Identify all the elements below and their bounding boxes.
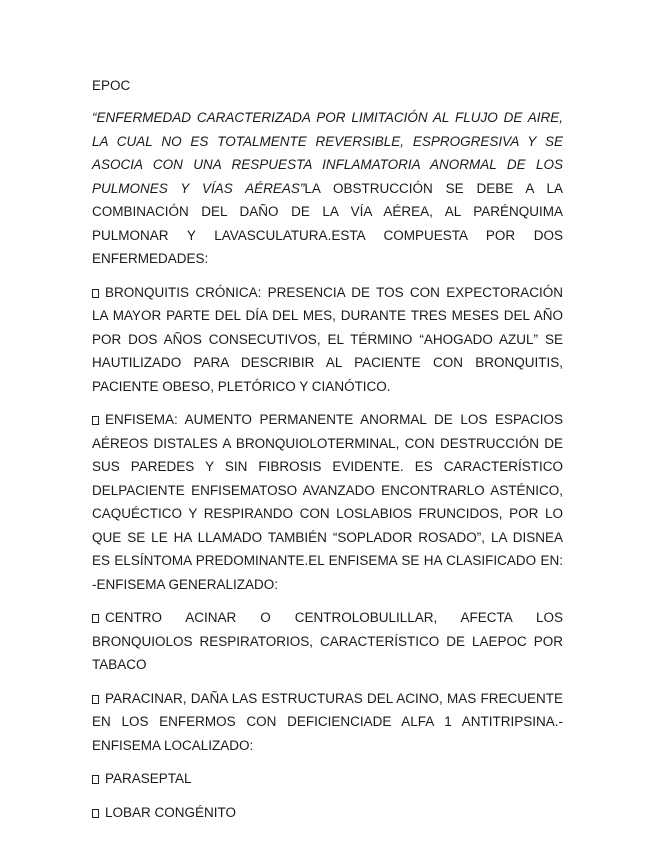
bullet-box-icon [92, 775, 99, 784]
list-item-text: BRONQUITIS CRÓNICA: PRESENCIA DE TOS CON EXPECTORACIÓN LA MAYOR PARTE DEL DÍA DEL MES, DURANTE TRES MESES DEL AÑO POR DOS AÑOS CONSECUTIVOS, EL TÉRMINO “AHOGADO AZUL” SE HAUTILIZADO PARA DESCRIBIR AL PACIENTE CON BRONQUITIS, PACIENTE OBESO, PLETÓRICO Y CIANÓTICO. [92, 284, 563, 394]
list-item [92, 281, 563, 399]
list-item-text: ENFISEMA: AUMENTO PERMANENTE ANORMAL DE LOS ESPACIOS AÉREOS DISTALES A BRONQUIOLOTERMINAL, CON DESTRUCCIÓN DE SUS PAREDES Y SIN FIBROSIS EVIDENTE. ES CARACTERÍSTICO DELPACIENTE ENFISEMATOSO AVANZADO ENCONTRARLO ASTÉNICO, CAQUÉCTICO Y RESPIRANDO CON LOSLABIOS FRUNCIDOS, POR LO QUE SE LE HA LLAMADO TAMBIÉN “SOPLADOR ROSADO”, LA DISNEA ES ELSÍNTOMA PREDOMINANTE.EL ENFISEMA SE HA CLASIFICADO EN: -ENFISEMA GENERALIZADO: [92, 412, 563, 592]
list-item-text: PARACINAR, DAÑA LAS ESTRUCTURAS DEL ACINO, MAS FRECUENTE EN LOS ENFERMOS CON DEFICIENCIADE ALFA 1 ANTITRIPSINA.-ENFISEMA LOCALIZADO: [92, 690, 563, 753]
list-item [92, 408, 563, 596]
list-item [92, 687, 563, 758]
list-item [92, 606, 563, 677]
list-item-text: CENTRO ACINAR O CENTROLOBULILLAR, AFECTA LOS BRONQUIOLOS RESPIRATORIOS, CARACTERÍSTICO DE LAEPOC POR TABACO [92, 610, 563, 672]
document-title: EPOC [92, 78, 131, 93]
list-item [92, 801, 563, 825]
bullet-box-icon [92, 614, 99, 623]
bullet-box-icon [92, 695, 99, 704]
bullet-box-icon [92, 809, 99, 818]
definition-quote: “ENFERMEDAD CARACTERIZADA POR LIMITACIÓN AL FLUJO DE AIRE, LA CUAL NO ES TOTALMENTE REVERSIBLE, ESPROGRESIVA Y SE ASOCIA CON UNA RESPUESTA INFLAMATORIA ANORMAL DE LOS PULMONES Y VÍAS AÉREAS” [92, 110, 563, 196]
bullet-box-icon [92, 289, 99, 298]
definition-text: LA OBSTRUCCIÓN SE DEBE A LA COMBINACIÓN DEL DAÑO DE LA VÍA AÉREA, AL PARÉNQUIMA PULMONAR Y LAVASCULATURA.ESTA COMPUESTA POR DOS ENFERMEDADES: [92, 180, 563, 266]
bullet-box-icon [92, 416, 99, 425]
list-item [92, 767, 563, 791]
list-item-text: PARASEPTAL [105, 771, 192, 786]
list-item-text: LOBAR CONGÉNITO [105, 804, 237, 820]
definition-paragraph [92, 106, 563, 271]
